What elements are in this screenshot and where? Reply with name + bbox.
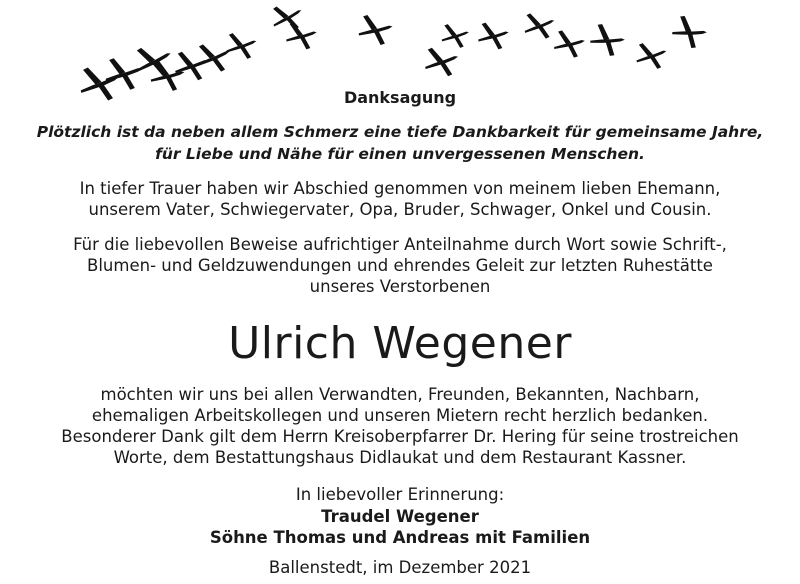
- lead-quote: [0, 121, 800, 165]
- paragraph-line: unserem Vater, Schwiegervater, Opa, Bruder, Schwager, Onkel und Cousin.: [88, 200, 712, 219]
- lead-line: Plötzlich ist da neben allem Schmerz eine tiefe Dankbarkeit für gemeinsame Jahre,: [36, 123, 764, 141]
- paragraph-line: Worte, dem Bestattungshaus Didlaukat und dem Restaurant Kassner.: [113, 448, 687, 467]
- signoff-intro: In liebevoller Erinnerung:: [295, 485, 505, 504]
- paragraph-line: Für die liebevollen Beweise aufrichtiger Anteilnahme durch Wort sowie Schrift-,: [73, 235, 727, 254]
- paragraph-line: ehemaligen Arbeitskollegen und unseren Mietern recht herzlich bedanken.: [91, 406, 709, 425]
- paragraph-line: Besonderer Dank gilt dem Herrn Kreisoberpfarrer Dr. Hering für seine trostreichen: [61, 427, 739, 446]
- lead-line: für Liebe und Nähe für einen unvergessenen Menschen.: [155, 145, 645, 163]
- paragraph-line: In tiefer Trauer haben wir Abschied genommen von meinem lieben Ehemann,: [79, 179, 721, 198]
- paragraph-thanks: [0, 384, 800, 468]
- paragraph-thanks-intro: [0, 234, 800, 297]
- paragraph-line: möchten wir uns bei allen Verwandten, Freunden, Bekannten, Nachbarn,: [100, 385, 700, 404]
- signoff-name: Söhne Thomas und Andreas mit Familien: [209, 528, 591, 547]
- signoff-name: Traudel Wegener: [321, 506, 479, 526]
- heading: Danksagung: [343, 88, 457, 107]
- paragraph-farewell: [0, 178, 800, 220]
- deceased-name: Ulrich Wegener: [228, 318, 572, 369]
- place-date: Ballenstedt, im Dezember 2021: [268, 558, 532, 577]
- paragraph-line: Blumen- und Geldzuwendungen und ehrendes Geleit zur letzten Ruhestätte: [87, 256, 713, 275]
- paragraph-line: unseres Verstorbenen: [309, 277, 491, 296]
- signoff: [0, 484, 800, 549]
